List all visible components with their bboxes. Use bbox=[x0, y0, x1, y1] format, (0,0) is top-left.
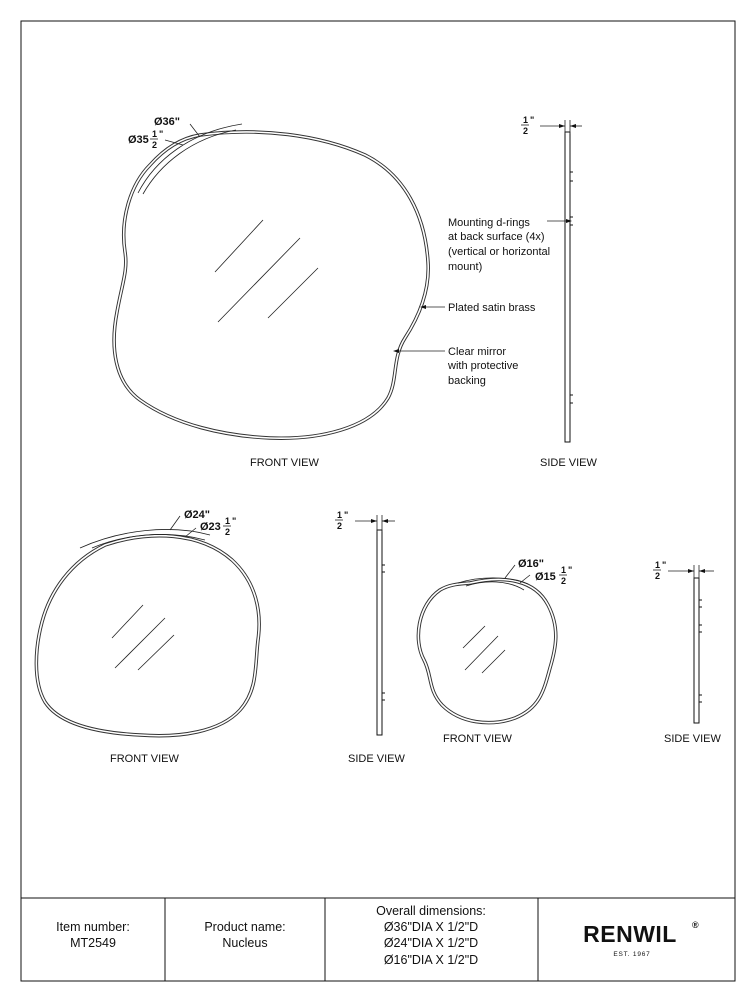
mounting-callout-line1: Mounting d-rings bbox=[448, 217, 530, 229]
large-side-view bbox=[521, 115, 597, 469]
reflection-line bbox=[218, 238, 300, 322]
logo-wordmark: RENWIL bbox=[583, 921, 677, 947]
mounting-callout-line3: (vertical or horizontal bbox=[448, 246, 551, 258]
mounting-callout-line4: mount) bbox=[448, 261, 483, 273]
overall-dimension-line: Ø24"DIA X 1/2"D bbox=[383, 936, 479, 950]
large-side-view-label: SIDE VIEW bbox=[540, 457, 597, 469]
arrowhead bbox=[688, 569, 694, 573]
medium-dim-leader bbox=[185, 528, 196, 537]
item-number-value: MT2549 bbox=[70, 936, 116, 950]
medium-dia-inner-label: Ø23 bbox=[200, 521, 221, 533]
small-side-frac-den: 2 bbox=[655, 571, 661, 581]
reflection-line bbox=[138, 635, 174, 670]
reflection-line bbox=[112, 605, 143, 638]
small-side-frac-mark: " bbox=[662, 560, 667, 570]
title-block bbox=[56, 904, 699, 967]
callouts bbox=[393, 217, 572, 387]
large-mirror-inner bbox=[114, 132, 428, 438]
small-dim-leader bbox=[505, 565, 515, 578]
large-frac-den: 2 bbox=[152, 140, 158, 150]
arrowhead bbox=[699, 569, 705, 573]
overall-dimensions-label: Overall dimensions: bbox=[376, 904, 486, 918]
medium-side-profile bbox=[377, 530, 382, 735]
large-dia-inner-label: Ø35 bbox=[128, 134, 149, 146]
small-dia-outer-label: Ø16" bbox=[518, 558, 545, 570]
medium-side-frac-mark: " bbox=[344, 510, 349, 520]
large-side-frac-num: 1 bbox=[523, 115, 529, 125]
arrowhead bbox=[393, 349, 399, 353]
sheet-border bbox=[21, 21, 735, 981]
medium-front-view bbox=[36, 509, 259, 765]
medium-frac-num: 1 bbox=[225, 516, 231, 526]
large-front-view bbox=[114, 116, 428, 469]
product-name-label: Product name: bbox=[204, 920, 286, 934]
renwil-logo bbox=[583, 920, 699, 958]
arrowhead bbox=[566, 219, 572, 223]
large-side-profile bbox=[565, 132, 570, 442]
small-dia-inner-label: Ø15 bbox=[535, 571, 556, 583]
medium-side-frac-den: 2 bbox=[337, 521, 343, 531]
product-name-value: Nucleus bbox=[222, 936, 268, 950]
small-front-view bbox=[418, 558, 572, 745]
reflection-line bbox=[463, 626, 485, 648]
logo-registered-mark: ® bbox=[692, 920, 699, 930]
small-frac-mark: " bbox=[568, 565, 573, 575]
arrowhead bbox=[570, 124, 576, 128]
small-side-view-label: SIDE VIEW bbox=[664, 733, 721, 745]
small-dim-leader bbox=[520, 575, 530, 583]
medium-side-view bbox=[335, 510, 405, 765]
medium-dia-outer-label: Ø24" bbox=[184, 509, 211, 521]
overall-dimension-line: Ø36"DIA X 1/2"D bbox=[383, 920, 479, 934]
large-side-frac-den: 2 bbox=[523, 126, 529, 136]
small-side-frac-num: 1 bbox=[655, 560, 661, 570]
reflection-line bbox=[268, 268, 318, 318]
reflection-line bbox=[482, 650, 505, 673]
medium-dim-leader bbox=[170, 516, 180, 530]
arrowhead bbox=[382, 519, 388, 523]
reflection-line bbox=[115, 618, 165, 668]
item-number-label: Item number: bbox=[56, 920, 130, 934]
finish-callout: Plated satin brass bbox=[448, 302, 536, 314]
arrowhead bbox=[371, 519, 377, 523]
arrowhead bbox=[559, 124, 565, 128]
large-side-frac-mark: " bbox=[530, 115, 535, 125]
small-side-view bbox=[653, 560, 721, 745]
small-frac-num: 1 bbox=[561, 565, 567, 575]
medium-front-view-label: FRONT VIEW bbox=[110, 753, 179, 765]
large-mirror-outline bbox=[114, 132, 428, 438]
logo-tagline: EST. 1967 bbox=[613, 951, 651, 958]
overall-dimension-line: Ø16"DIA X 1/2"D bbox=[383, 953, 479, 967]
mirror-callout-line3: backing bbox=[448, 375, 486, 387]
small-front-view-label: FRONT VIEW bbox=[443, 733, 512, 745]
small-side-profile bbox=[694, 578, 699, 723]
mirror-callout-line1: Clear mirror bbox=[448, 346, 507, 358]
reflection-line bbox=[215, 220, 263, 272]
large-dia-outer-label: Ø36" bbox=[154, 116, 181, 128]
mirror-callout-line2: with protective bbox=[448, 360, 519, 372]
mounting-callout-line2: at back surface (4x) bbox=[448, 231, 545, 243]
small-frac-den: 2 bbox=[561, 576, 567, 586]
medium-frac-mark: " bbox=[232, 516, 237, 526]
medium-frac-den: 2 bbox=[225, 527, 231, 537]
medium-side-view-label: SIDE VIEW bbox=[348, 753, 405, 765]
large-frac-num: 1 bbox=[152, 129, 158, 139]
large-frac-mark: " bbox=[159, 129, 164, 139]
medium-side-frac-num: 1 bbox=[337, 510, 343, 520]
large-front-view-label: FRONT VIEW bbox=[250, 457, 319, 469]
